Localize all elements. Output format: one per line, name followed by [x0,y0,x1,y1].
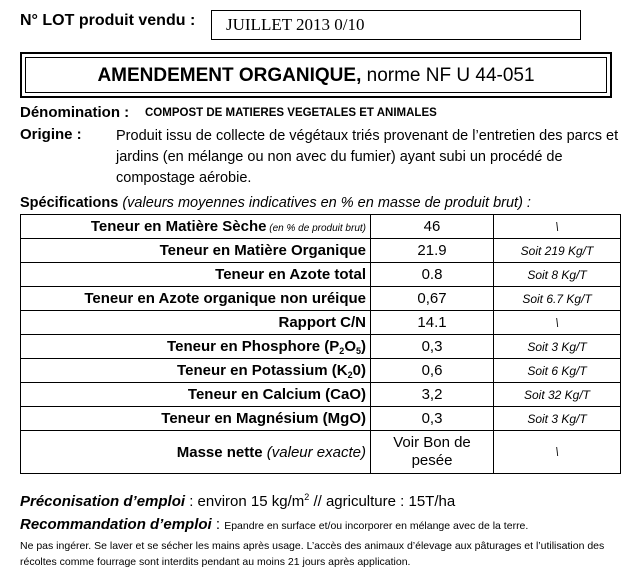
recommandation-text: Ne pas ingérer. Se laver et se sécher les mains après usage. L’accès des animaux d’élevage aux pâturages et l’utilisation des récoltes comme fourrage sont interdits pendant au moins 21 jours après application. [20,540,605,568]
row-soit: Soit 3 Kg/T [494,407,621,431]
table-row [21,287,621,311]
product-title-bold: AMENDEMENT ORGANIQUE, [97,65,362,86]
row-label: Teneur en Phosphore $(P_2O_5)$ [21,335,371,359]
origine-label: Origine : [20,126,82,143]
product-title-norm: norme NF U 44-051 [361,65,535,86]
table-row [21,383,621,407]
row-label: Teneur en Matière Sèche (en % de produit brut) [21,215,371,239]
row-label: Masse nette (valeur exacte) [21,431,371,474]
table-row [21,359,621,383]
row-value: 46 [371,215,494,239]
product-title [25,57,607,93]
row-label: Teneur en Matière Organique [21,239,371,263]
row-label: Teneur en Magnésium (MgO) [21,407,371,431]
table-row [21,263,621,287]
row-label: Teneur en Azote organique non uréique [21,287,371,311]
row-soit: Soit 6 Kg/T [494,359,621,383]
specifications-label: Spécifications [20,195,119,211]
row-value: 0,67 [371,287,494,311]
lot-value: JUILLET 2013 0/10 [226,15,365,34]
row-value: 0,3 [371,407,494,431]
origine-text: Produit issu de collecte de végétaux triés provenant de l’entretien des parcs et jardins (en mélange ou non avec du fumier) ayant subi un procédé de compostage aérobie. [116,128,619,186]
recommandation-line: Recommandation d’emploi : Epandre en surface et/ou incorporer en mélange avec de la terre. [20,516,529,533]
row-label: Teneur en Calcium (CaO) [21,383,371,407]
specifications-heading [20,195,531,211]
table-row [21,239,621,263]
row-value: 0,6 [371,359,494,383]
row-soit: Soit 32 Kg/T [494,383,621,407]
denomination-label: Dénomination : [20,104,130,121]
specifications-table [20,214,621,474]
row-label: Teneur en Potassium $(K_20)$ [21,359,371,383]
row-value: 3,2 [371,383,494,407]
table-row [21,215,621,239]
lot-label: N° LOT produit vendu : [20,12,196,29]
row-label: Teneur en Azote total [21,263,371,287]
table-row [21,431,621,474]
row-value: 14.1 [371,311,494,335]
row-value: Voir Bon de pesée [371,431,494,474]
row-soit: \ [494,311,621,335]
row-soit: \ [494,431,621,474]
lot-value-box [211,10,581,40]
row-soit: Soit 6.7 Kg/T [494,287,621,311]
product-title-frame [20,52,612,98]
table-row [21,407,621,431]
row-soit: Soit 3 Kg/T [494,335,621,359]
row-soit: \ [494,215,621,239]
row-soit: Soit 8 Kg/T [494,263,621,287]
row-value: 21.9 [371,239,494,263]
recommandation-label: Recommandation d’emploi [20,516,212,533]
row-value: 0,3 [371,335,494,359]
row-soit: Soit 219 Kg/T [494,239,621,263]
specifications-note: (valeurs moyennes indicatives en % en masse de produit brut) : [118,195,531,211]
row-label: Rapport C/N [21,311,371,335]
table-row [21,335,621,359]
preconisation-line: Préconisation d’emploi : environ 15 $kg/m^2$ // agriculture : 15T/ha [20,492,456,510]
row-value: 0.8 [371,263,494,287]
preconisation-label: Préconisation d’emploi [20,493,186,510]
table-row [21,311,621,335]
denomination-value: COMPOST DE MATIERES VEGETALES ET ANIMALES [145,107,437,119]
